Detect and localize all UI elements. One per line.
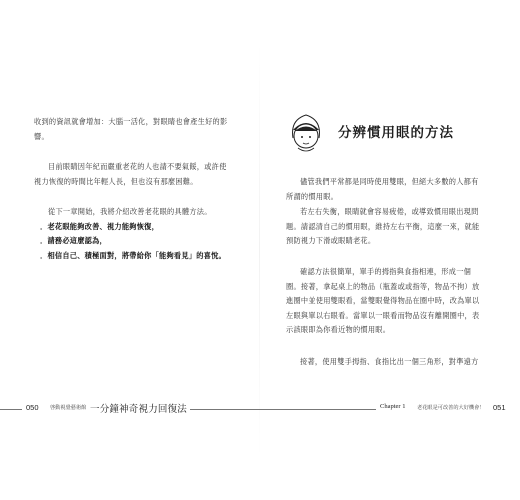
- right-paragraph-4: [286, 355, 492, 370]
- right-page: [260, 0, 520, 500]
- footer-rule: [190, 409, 260, 410]
- left-paragraph-2: [34, 160, 242, 189]
- page-gutter: [259, 40, 260, 460]
- text-line: 確認方法很簡單，單手的拇指與食指相連，形成一個: [300, 267, 472, 276]
- right-paragraph-1: [286, 175, 492, 204]
- bullet-item: ．請務必這麼認為，: [40, 236, 107, 246]
- footer-small-text: 老花眼是可改善的大好機會！: [417, 405, 485, 411]
- chapter-label: Chapter 1: [380, 403, 406, 410]
- text-line: 儘管我們平常都是同時使用雙眼，但絕大多數的人都有: [300, 177, 479, 186]
- right-paragraph-2: [286, 205, 492, 249]
- text-line: 進圈中並使用雙眼看，當雙眼覺得物品在圈中時，改為單以: [286, 296, 480, 306]
- text-line: 左眼與單以右眼看。當單以一眼看而物品沒有離開圈中，表: [286, 310, 480, 320]
- right-paragraph-3: [286, 265, 492, 338]
- footer-rule: [0, 409, 22, 410]
- right-footer: [260, 400, 520, 420]
- footer-small-text: 啓動視覺藝術館: [50, 405, 87, 411]
- footer-rule: [260, 409, 376, 410]
- text-line: 所謂的慣用眼。: [286, 191, 339, 201]
- bullet-item: ．老花眼能夠改善、視力能夠恢復，: [40, 221, 160, 231]
- book-title: 一分鐘神奇視力回復法: [90, 404, 188, 415]
- text-line: 題。請認清自己的慣用眼，維持左右平衡，這麼一來，就能: [286, 221, 480, 231]
- left-paragraph-1: [34, 115, 242, 144]
- cartoon-face-icon: [286, 108, 326, 154]
- left-paragraph-3: [34, 205, 242, 263]
- page-number: 050: [26, 403, 39, 412]
- bullet-item: ．相信自己、積極面對，將帶給你「能夠看見」的喜悅。: [40, 250, 226, 260]
- text-line: 示該眼即為你看近物的慣用眼。: [286, 325, 391, 335]
- section-title: 分辨慣用眼的方法: [338, 125, 454, 141]
- text-line: 若左右失衡，眼睛就會容易疲倦，或導致慣用眼出現問: [300, 207, 479, 216]
- text-line: 視力恢復的時間比年輕人長，但也沒有那麼困難。: [34, 176, 198, 186]
- left-footer: [0, 400, 260, 420]
- text-line: 預防視力下滑或眼睛老花。: [286, 236, 376, 246]
- text-line: 接著，使用雙手拇指、食指比出一個三角形，對準遠方: [300, 357, 479, 366]
- page-number: 051: [493, 403, 506, 412]
- text-line: 目前眼睛因年紀而嚴重老花的人也請不要氣餒，或許使: [48, 162, 227, 171]
- text-line: 響。: [34, 131, 49, 141]
- text-line: 從下一章開始，我將介紹改善老花眼的具體方法。: [48, 207, 212, 216]
- text-line: 收到的資訊就會增加：大腦一活化，對眼睛也會產生好的影: [34, 117, 228, 126]
- text-line: 圈。接著，拿起桌上的物品（瓶蓋或或指等，物品不拘）放: [286, 281, 480, 291]
